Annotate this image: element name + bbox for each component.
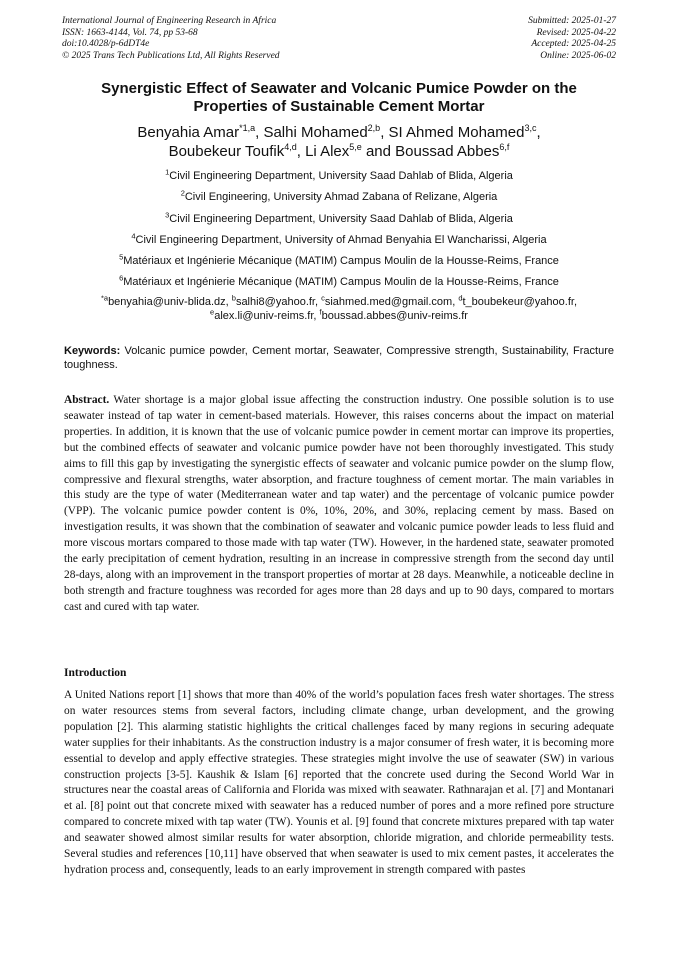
email[interactable]: $^e$alex.li@univ-reims.fr bbox=[210, 307, 314, 322]
journal-issn: ISSN: 1663-4144, Vol. 74, pp 53-68 bbox=[62, 27, 198, 38]
email[interactable]: $^{*a}$benyahia@univ-blida.dz bbox=[100, 293, 226, 308]
affiliation: $^5$Matériaux et Ingénierie Mécanique (MATIM) Campus Moulin de la Housse-Reims, France bbox=[119, 252, 559, 268]
email[interactable]: $^f$boussad.abbes@univ-reims.fr bbox=[319, 307, 468, 322]
keywords-label: Keywords: bbox=[64, 345, 121, 357]
email-list: $^{*a}$benyahia@univ-blida.dz, $^b$salhi8@yahoo.fr, $^c$siahmed.med@gmail.com, $^d$t_boubekeur@yahoo.fr, $^e$alex.li@univ-reims.fr, $^f$boussad.abbes@univ-reims.fr bbox=[100, 293, 578, 322]
author: Boubekeur Toufik$^{4,d}$ bbox=[168, 142, 297, 160]
author: SI Ahmed Mohamed$^{3,c}$ bbox=[388, 123, 537, 141]
date-online: Online: 2025-06-02 bbox=[540, 50, 616, 61]
abstract-text: Water shortage is a major global issue affecting the construction industry. One possible solution is to use seawater instead of tap water in cement-based materials. However, this raises concerns about the impact on material properties. In addition, it is known that the use of volcanic pumice powder in cement mortar can improve its properties, but the combined effects of seawater and volcanic pumice powder have not been thoroughly investigated. This study aims to fill this gap by investigating the synergistic effects of seawater and volcanic pumice powder on the slump flow, compressive and flexural strengths, water absorption, and fracture toughness of cement mortar. The main variables in this study are the type of water (Mediterranean water and tap water) and the percentage of volcanic pumice powder (VPP). The volcanic pumice powder content is 0%, 10%, 20%, and 30%, replacing cement by mass. Based on investigation results, it was shown that the combination of seawater and volcanic pumice powder leads to less fluid and more viscous mortars compared to those made with tap water (TW). However, in the hardened state, seawater promoted the early precipitation of cement hydration, resulting in an increase in compressive strength from the second day until 28-days, along with an improvement in the transport properties of mortar at 28 days. Meanwhile, a noticeable decline in both strength and fracture toughness was recorded for ages more than 28 days and up to 90 days, compared to mortars cast and cured with tap water. bbox=[64, 394, 614, 613]
date-revised: Revised: 2025-04-22 bbox=[536, 27, 616, 38]
date-submitted: Submitted: 2025-01-27 bbox=[528, 16, 616, 26]
date-accepted: Accepted: 2025-04-25 bbox=[531, 39, 616, 49]
affiliation-list bbox=[55, 166, 623, 294]
email[interactable]: $^d$t_boubekeur@yahoo.fr bbox=[458, 293, 574, 308]
affiliation: $^2$Civil Engineering, University Ahmad Zabana of Relizane, Algeria bbox=[180, 188, 498, 204]
affiliation: $^1$Civil Engineering Department, University Saad Dahlab of Blida, Algeria bbox=[165, 167, 513, 182]
journal-doi: doi:10.4028/p-6dDT4e bbox=[62, 39, 150, 49]
introduction-paragraph: A United Nations report [1] shows that more than 40% of the world’s population faces fresh water shortages. The stress on water resources stems from several factors, including climate change, urban development, and the growing population [2]. This alarming statistic highlights the critical challenges faced by many regions in securing adequate water supplies for their inhabitants. As the construction industry is a major consumer of fresh water, it is becoming more essential to develop and apply effective strategies. These strategies might involve the use of seawater (SW) in various construction projects [3-5]. Kaushik & Islam [6] reported that the concrete used during the Second World War in structures near the coastal areas of California and Florida was mixed with seawater. Rathnarajan et al. [7] and Montanari et al. [8] point out that concrete mixed with seawater has a reduced number of pores and a more refined pore structure compared to concrete mixed with tap water (TW). Younis et al. [9] found that concrete mixtures prepared with tap water and seawater showed almost similar results for water absorption, chloride migration, and chloride permeability tests. Several studies and references [10,11] have observed that when seawater is used to mix cement pastes, it accelerates the hydration process and, consequently, leads to an early improvement in strength compared with pastes bbox=[64, 689, 614, 876]
paper-title: Synergistic Effect of Seawater and Volcanic Pumice Powder on the Properties of Sustainable Cement Mortar bbox=[101, 80, 577, 115]
affiliation: $^4$Civil Engineering Department, University of Ahmad Benyahia El Wancharissi, Algeria bbox=[131, 231, 547, 246]
section-heading-introduction: Introduction bbox=[64, 667, 127, 679]
publication-dates bbox=[528, 16, 616, 62]
abstract-paragraph bbox=[64, 393, 614, 616]
journal-info bbox=[62, 16, 280, 62]
email[interactable]: $^c$siahmed.med@gmail.com bbox=[321, 293, 453, 308]
affiliation: $^3$Civil Engineering Department, University Saad Dahlab of Blida, Algeria bbox=[165, 209, 513, 225]
author: Boussad Abbes$^{6,f}$ bbox=[395, 142, 510, 160]
keywords-paragraph bbox=[64, 345, 614, 372]
author: Li Alex$^{5,e}$ bbox=[305, 142, 362, 160]
journal-name: International Journal of Engineering Research in Africa bbox=[62, 16, 277, 26]
abstract-label: Abstract. bbox=[64, 394, 110, 406]
journal-copyright: © 2025 Trans Tech Publications Ltd, All Rights Reserved bbox=[62, 50, 280, 61]
author: Benyahia Amar$^{*1,a}$ bbox=[137, 123, 256, 141]
affiliation: $^6$Matériaux et Ingénierie Mécanique (MATIM) Campus Moulin de la Housse-Reims, France bbox=[119, 273, 559, 289]
keywords-text: Volcanic pumice powder, Cement mortar, Seawater, Compressive strength, Sustainability, Fracture toughness. bbox=[64, 345, 614, 371]
author: Salhi Mohamed$^{2,b}$ bbox=[263, 123, 381, 141]
author-list: Benyahia Amar$^{*1,a}$, Salhi Mohamed$^{2,b}$, SI Ahmed Mohamed$^{3,c}$, Boubekeur Toufik$^{4,d}$, Li Alex$^{5,e}$ and Boussad Abbes$^{6,f}$ bbox=[137, 123, 541, 160]
email[interactable]: $^b$salhi8@yahoo.fr bbox=[231, 293, 315, 308]
